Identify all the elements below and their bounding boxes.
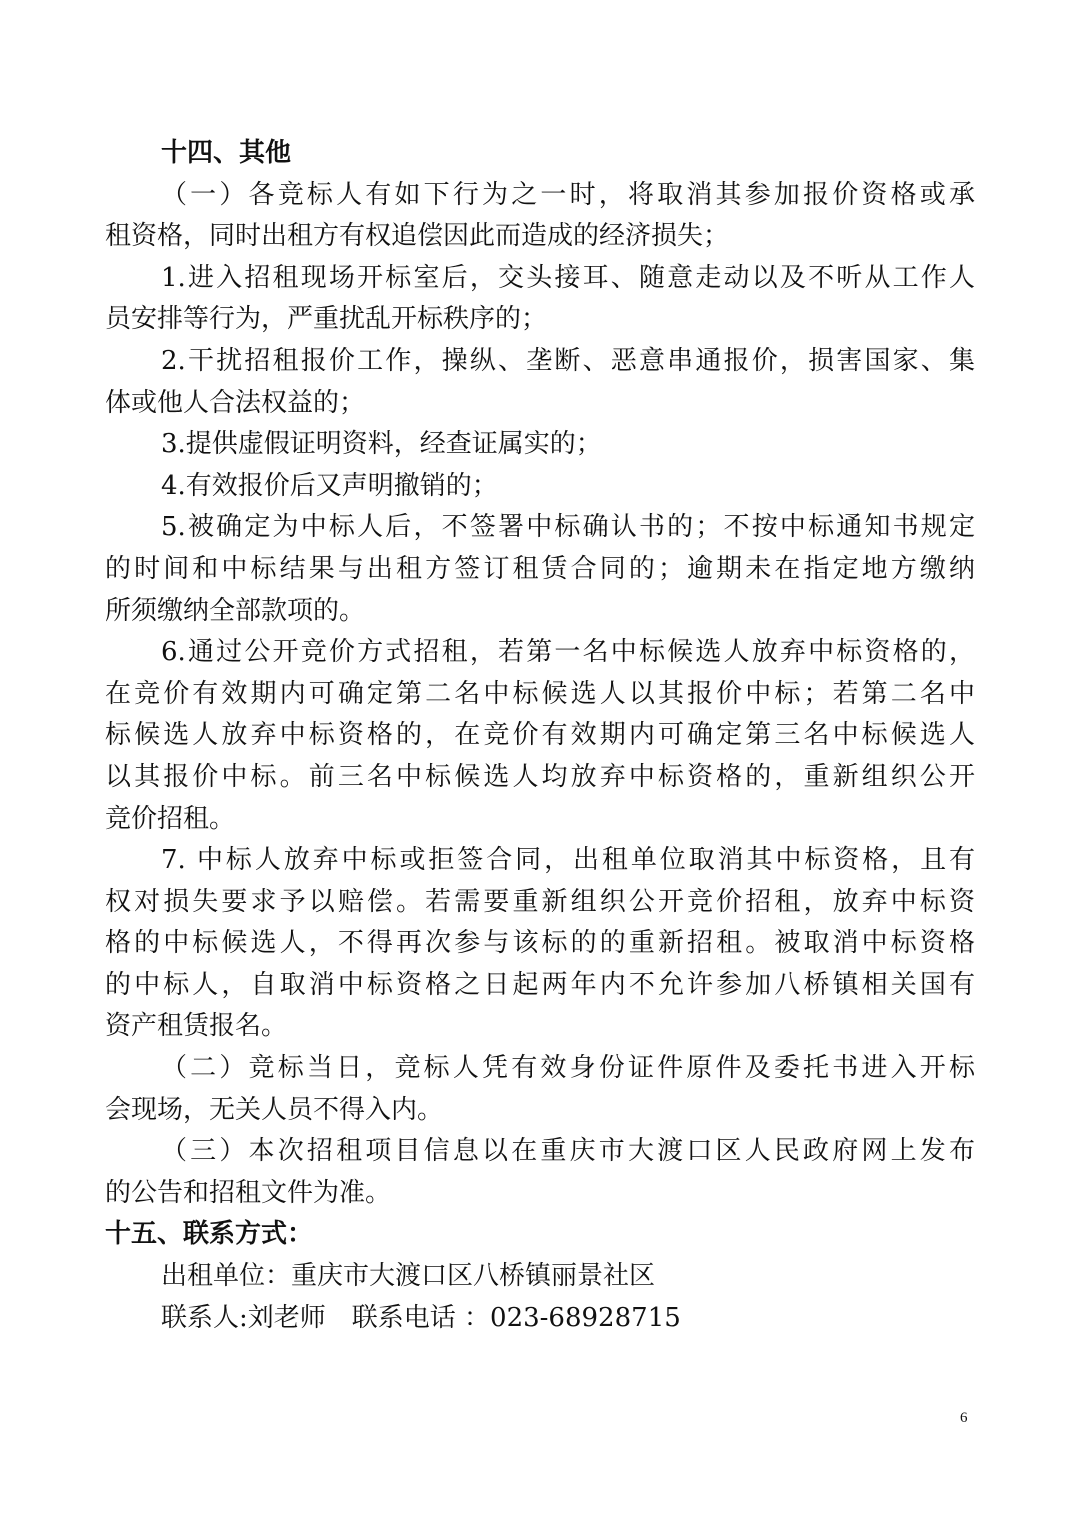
paragraph-line: 员安排等行为，严重扰乱开标秩序的；: [105, 304, 548, 335]
paragraph-line: 租资格，同时出租方有权追偿因此而造成的经济损失；: [105, 221, 730, 252]
paragraph-line: 的公告和招租文件为准。: [105, 1177, 392, 1208]
paragraph-line: 竞价招租。: [105, 803, 236, 834]
paragraph: [105, 424, 975, 466]
paragraph-line: （三）本次招租项目信息以在重庆市大渡口区人民政府网上发布: [161, 1136, 975, 1167]
contact-unit: 出租单位：重庆市大渡口区八桥镇丽景社区: [161, 1261, 656, 1292]
paragraph-line: 权对损失要求予以赔偿。若需要重新组织公开竞价招租，放弃中标资: [105, 886, 975, 917]
paragraph: [105, 341, 975, 424]
paragraph-line: 5.被确定为中标人后，不签署中标确认书的；不按中标通知书规定: [161, 512, 975, 543]
paragraph: [105, 840, 975, 1048]
paragraph-line: 会现场，无关人员不得入内。: [105, 1094, 444, 1125]
paragraph: [105, 1048, 975, 1131]
paragraph: [105, 632, 975, 840]
section-heading-15: 十五、联系方式：: [105, 1219, 314, 1250]
paragraph-line: 所须缴纳全部款项的。: [105, 595, 366, 626]
paragraph-line: 以其报价中标。前三名中标候选人均放弃中标资格的，重新组织公开: [105, 761, 975, 792]
paragraph-line: 的时间和中标结果与出租方签订租赁合同的；逾期未在指定地方缴纳: [105, 553, 975, 584]
paragraph-line: 标候选人放弃中标资格的，在竞价有效期内可确定第三名中标候选人: [105, 720, 975, 751]
paragraph-line: 资产租赁报名。: [105, 1011, 288, 1042]
paragraph-line: 格的中标候选人，不得再次参与该标的的重新招租。被取消中标资格: [105, 928, 975, 959]
paragraph-line: 1.进入招租现场开标室后，交头接耳、随意走动以及不听从工作人: [161, 262, 975, 293]
section-14-body: [105, 175, 975, 1215]
paragraph: [105, 258, 975, 341]
paragraph-line: 2.干扰招租报价工作，操纵、垄断、恶意串通报价，损害国家、集: [161, 345, 975, 376]
document-page: [105, 133, 975, 1339]
paragraph: [105, 507, 975, 632]
paragraph-line: 4.有效报价后又声明撤销的；: [161, 470, 498, 501]
paragraph: [105, 466, 975, 508]
paragraph-line: 6.通过公开竞价方式招租，若第一名中标候选人放弃中标资格的，: [161, 637, 975, 668]
paragraph-line: 3.提供虚假证明资料，经查证属实的；: [161, 429, 602, 460]
paragraph-line: 体或他人合法权益的；: [105, 387, 366, 418]
page-number: 6: [960, 1410, 968, 1426]
paragraph: [105, 175, 975, 258]
paragraph-line: 7. 中标人放弃中标或拒签合同，出租单位取消其中标资格，且有: [161, 845, 975, 876]
paragraph-line: （二）竞标当日，竞标人凭有效身份证件原件及委托书进入开标: [161, 1053, 975, 1084]
paragraph-line: 的中标人，自取消中标资格之日起两年内不允许参加八桥镇相关国有: [105, 969, 975, 1000]
section-heading-14: 十四、其他: [161, 138, 292, 168]
paragraph: [105, 1131, 975, 1214]
contact-person-phone: 联系人:刘老师 联系电话 ：023-68928715: [161, 1302, 681, 1333]
paragraph-line: （一）各竞标人有如下行为之一时，将取消其参加报价资格或承: [161, 179, 975, 210]
paragraph-line: 在竞价有效期内可确定第二名中标候选人以其报价中标；若第二名中: [105, 678, 975, 709]
